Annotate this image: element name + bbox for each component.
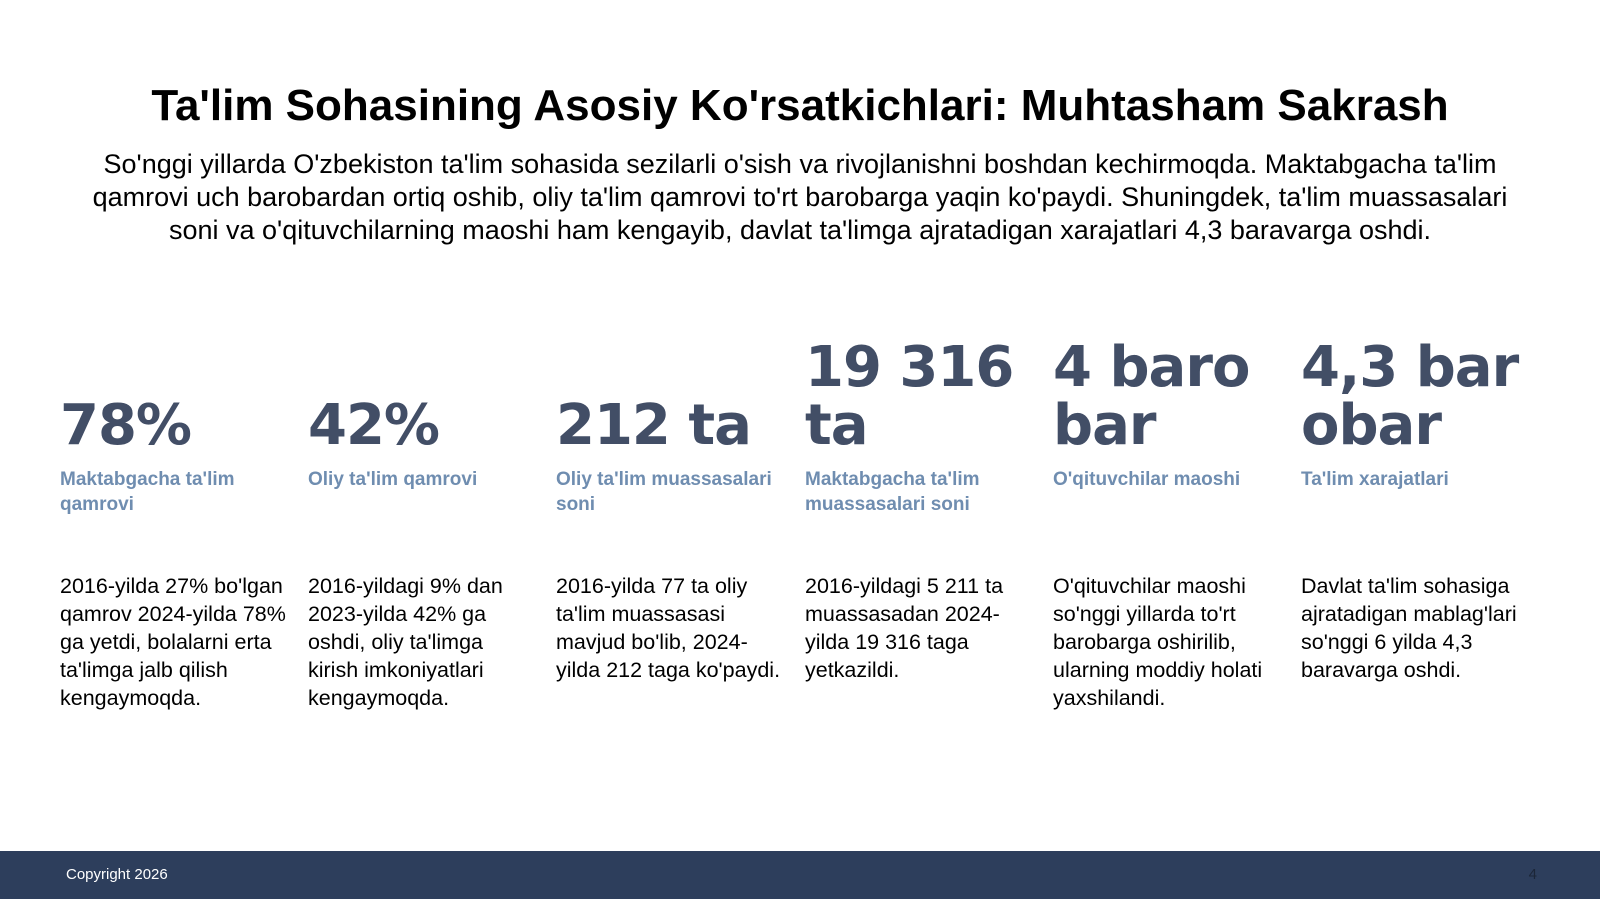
stat-description: O'qituvchilar maoshi so'nggi yillarda to'rt barobarga oshirilib, ularning moddiy holati yaxshilandi.: [1053, 574, 1263, 710]
stat-value: 19 316 ta: [805, 335, 1014, 458]
stat-value: 212 ta: [556, 393, 751, 458]
stat-label: Maktabgacha ta'lim muassasalari soni: [805, 469, 980, 515]
stats-row: [60, 275, 1548, 755]
stat-description: 2016-yildagi 9% dan 2023-yilda 42% ga oshdi, oliy ta'limga kirish imkoniyatlari kengaymoqda.: [308, 574, 503, 710]
stat-card-teacher-salary: [1053, 275, 1281, 712]
stat-label: Oliy ta'lim muassasalari soni: [556, 469, 772, 515]
stat-card-preschool-coverage: [60, 275, 288, 712]
stat-value: 42%: [308, 393, 440, 458]
stat-card-higher-ed-institutions: [556, 275, 784, 684]
stat-card-higher-ed-coverage: [308, 275, 536, 712]
stat-value: 4,3 barobar: [1301, 335, 1519, 458]
stat-description: 2016-yildagi 5 211 ta muassasadan 2024-yilda 19 316 taga yetkazildi.: [805, 574, 1004, 682]
slide-title: Ta'lim Sohasining Asosiy Ko'rsatkichlari: Muhtasham Sakrash: [151, 81, 1449, 130]
footer-bar: [0, 851, 1600, 899]
stat-value: 78%: [60, 393, 192, 458]
stat-description: 2016-yilda 27% bo'lgan qamrov 2024-yilda 78% ga yetdi, bolalarni erta ta'limga jalb qilish kengaymoqda.: [60, 574, 286, 710]
page-number: 4: [1528, 866, 1537, 883]
copyright-text: Copyright 2026: [66, 866, 168, 883]
stat-value: 4 barobar: [1053, 335, 1250, 458]
stat-label: Ta'lim xarajatlari: [1301, 469, 1449, 490]
stat-description: 2016-yilda 77 ta oliy ta'lim muassasasi mavjud bo'lib, 2024-yilda 212 taga ko'paydi.: [556, 574, 781, 682]
stat-card-education-spending: [1301, 275, 1529, 684]
stat-description: Davlat ta'lim sohasiga ajratadigan mablag'lari so'nggi 6 yilda 4,3 baravarga oshdi.: [1301, 574, 1517, 682]
intro-paragraph: So'nggi yillarda O'zbekiston ta'lim sohasida sezilarli o'sish va rivojlanishni boshdan kechirmoqda. Maktabgacha ta'lim qamrovi uch barobardan ortiq oshib, oliy ta'lim qamrovi to'rt barobarga yaqin ko'paydi. Shuningdek, ta'lim muassasalari soni va o'qituvchilarning maoshi ham kengayib, davlat ta'limga ajratadigan xarajatlari 4,3 baravarga oshdi.: [92, 149, 1508, 245]
stat-card-preschool-institutions: [805, 275, 1033, 684]
stat-label: Oliy ta'lim qamrovi: [308, 469, 478, 490]
stat-label: O'qituvchilar maoshi: [1053, 469, 1241, 490]
stat-label: Maktabgacha ta'lim qamrovi: [60, 469, 235, 515]
